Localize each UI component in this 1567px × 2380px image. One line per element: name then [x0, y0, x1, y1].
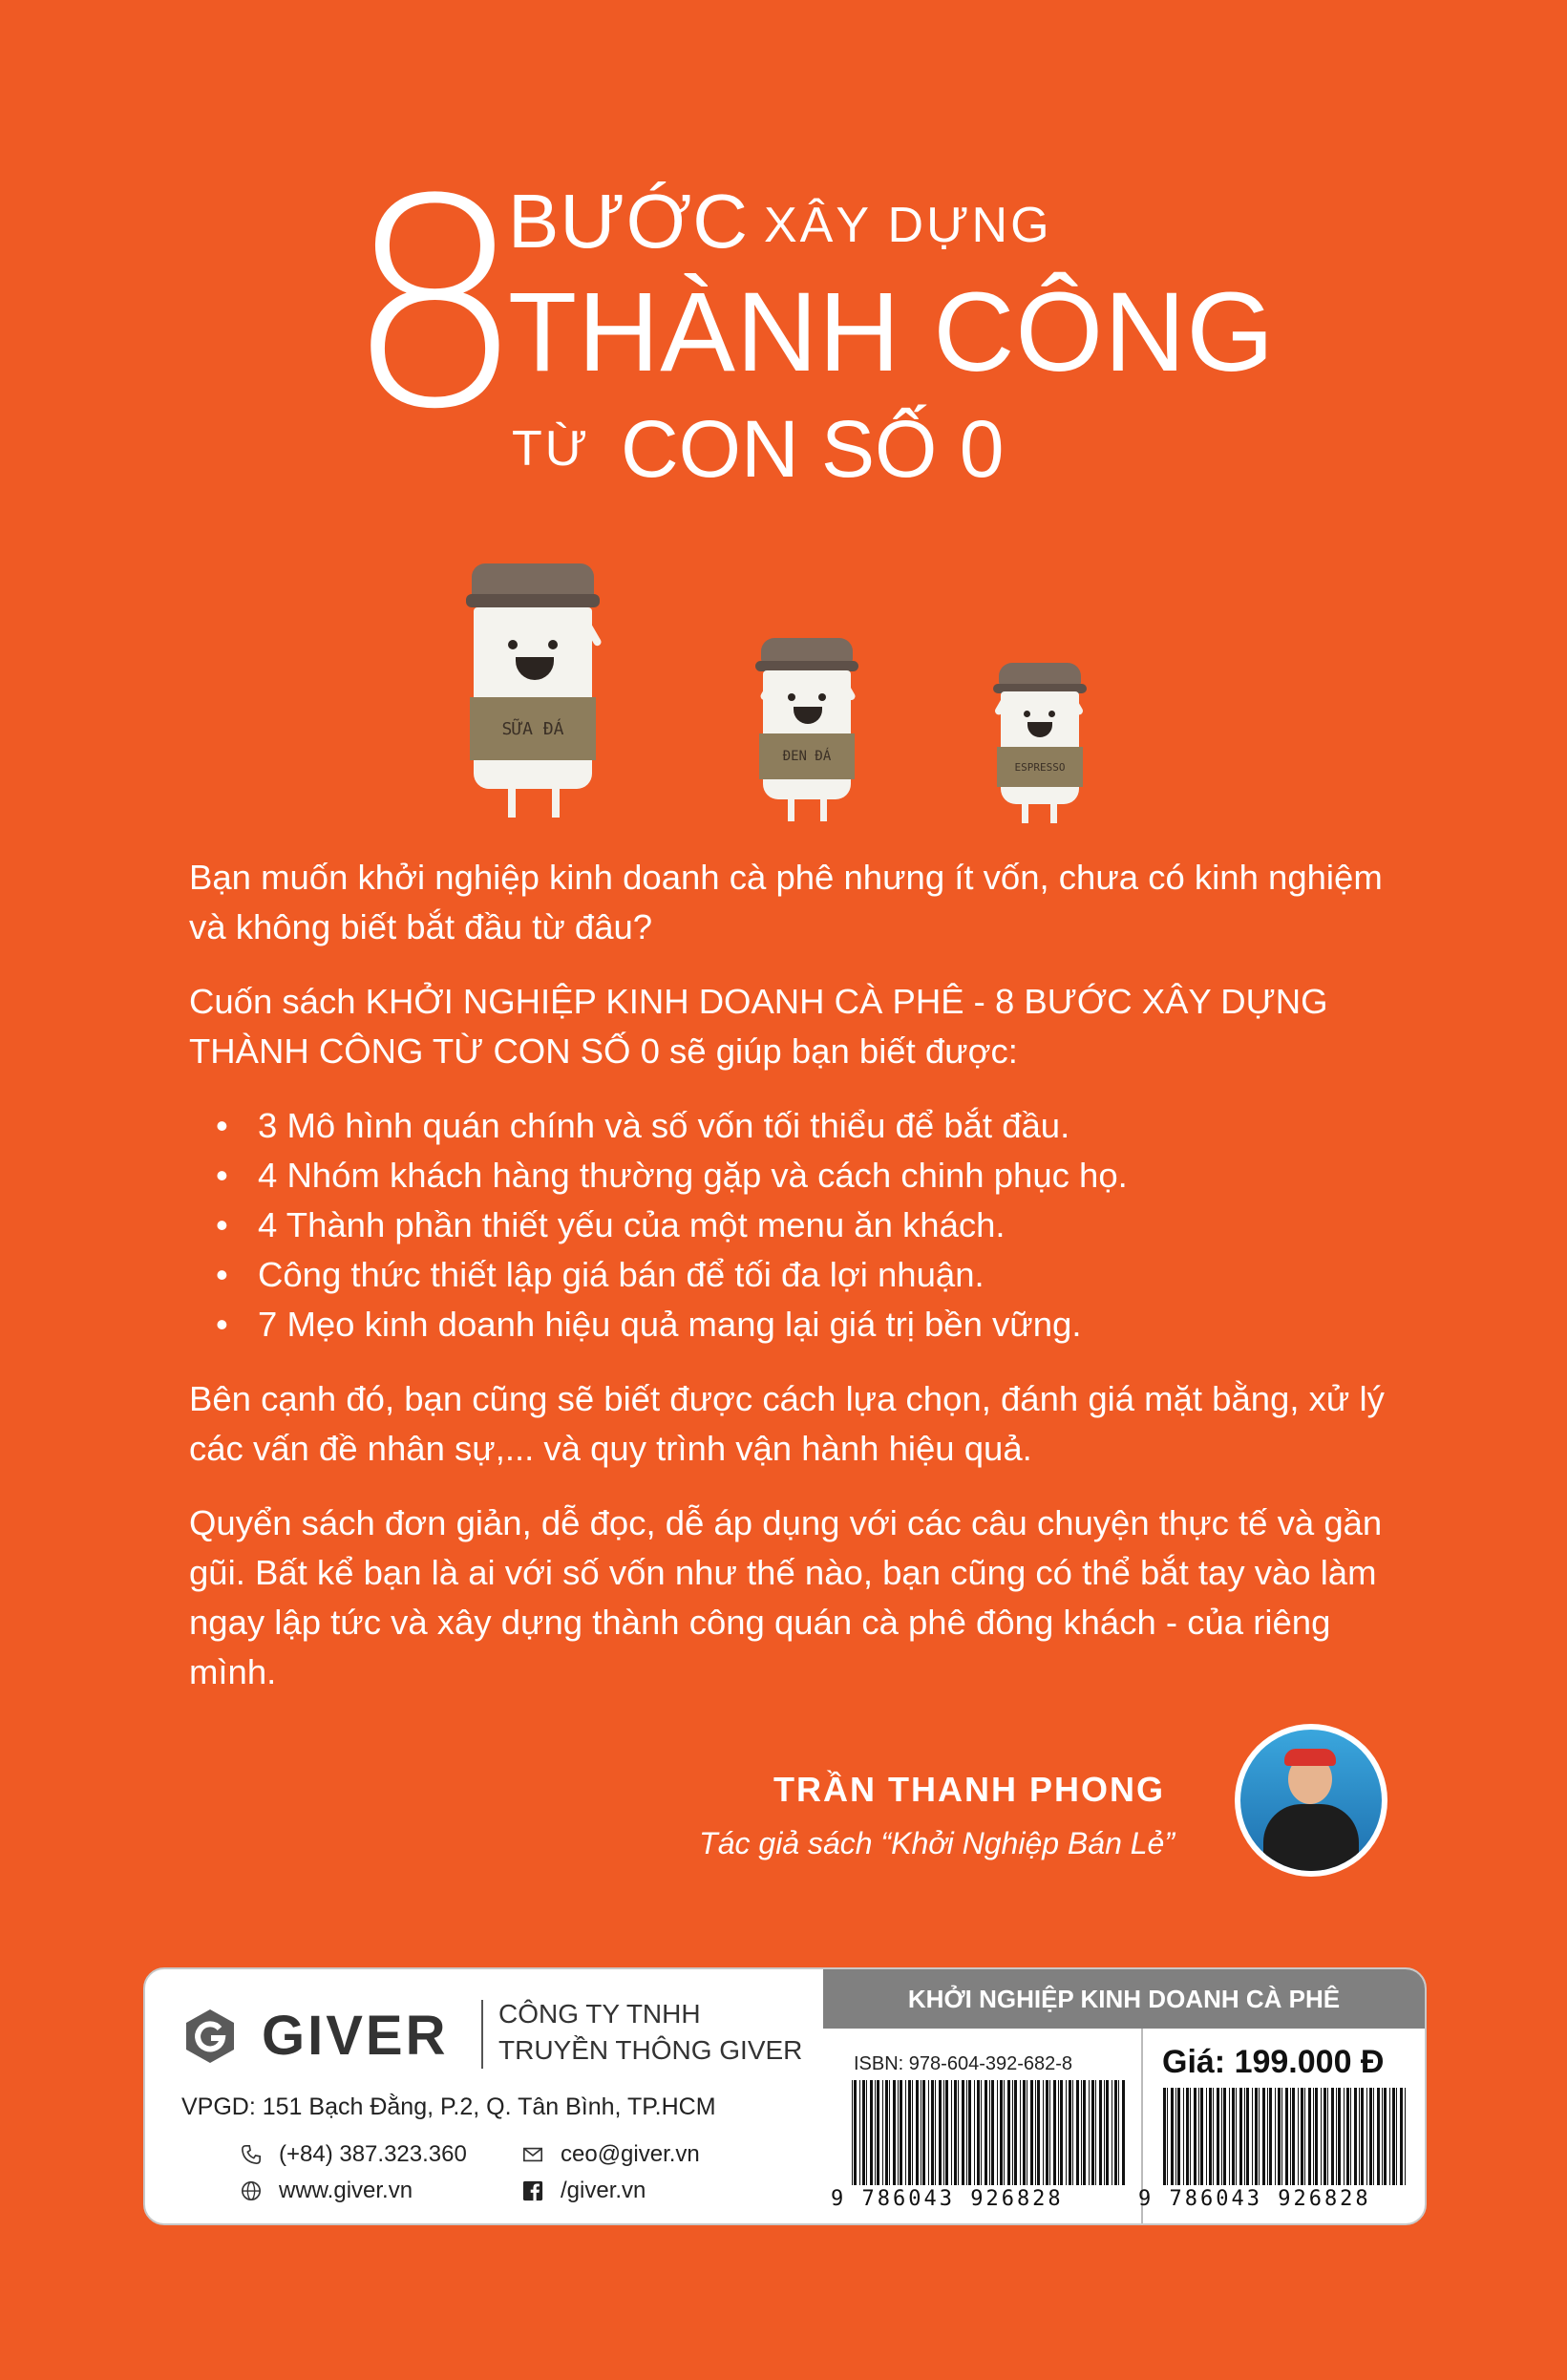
- cup-sleeve-label: ESPRESSO: [997, 747, 1083, 787]
- company-line-1: CÔNG TY TNHH: [498, 1999, 701, 2029]
- cup-large: [458, 563, 611, 831]
- publisher-address: VPGD: 151 Bạch Đằng, P.2, Q. Tân Bình, TP.HCM: [181, 2093, 716, 2120]
- title-word-con-so-0: CON SỐ 0: [621, 404, 1005, 494]
- facebook-contact: [522, 2178, 646, 2204]
- benefit-item: • 4 Nhóm khách hàng thường gặp và cách chinh phục họ.: [189, 1151, 1402, 1201]
- title-word-xay-dung: XÂY DỰNG: [764, 198, 1052, 253]
- product-info: [823, 1969, 1425, 2223]
- giver-logo-icon: [181, 2008, 239, 2065]
- cup-small: [987, 663, 1092, 831]
- book-title-block: [344, 138, 1299, 516]
- publisher-company: [498, 1996, 802, 2069]
- title-word-thanh-cong: THÀNH CÔNG: [508, 269, 1276, 395]
- phone-number: (+84) 387.323.360: [279, 2141, 467, 2167]
- price-text: Giá: 199.000 Đ: [1162, 2044, 1385, 2080]
- author-role: Tác giả sách “Khởi Nghiệp Bán Lẻ”: [699, 1826, 1175, 1860]
- facebook-icon: [522, 2180, 543, 2201]
- mail-icon: [522, 2144, 543, 2165]
- author-avatar: [1235, 1724, 1387, 1877]
- phone-icon: [241, 2144, 262, 2165]
- benefit-item: • 3 Mô hình quán chính và số vốn tối thiểu để bắt đầu.: [189, 1101, 1402, 1151]
- email-address: ceo@giver.vn: [561, 2141, 700, 2167]
- book-description: [189, 853, 1402, 1722]
- publisher-logo-text: GIVER: [262, 2005, 449, 2067]
- cup-sleeve-label: ĐEN ĐÁ: [759, 733, 855, 779]
- author-name: TRẦN THANH PHONG: [773, 1770, 1165, 1809]
- facebook-handle: /giver.vn: [561, 2178, 646, 2203]
- coffee-cups-illustration: [420, 544, 1165, 831]
- description-paragraph-4: Quyển sách đơn giản, dễ đọc, dễ áp dụng với các câu chuyện thực tế và gần gũi. Bất kể bạn là ai với số vốn như thế nào, bạn cũng có thể bắt tay vào làm ngay lập tức và xây dựng thành công quán cà phê đông khách - của riêng mình.: [189, 1503, 1383, 1691]
- website-url: www.giver.vn: [279, 2178, 413, 2203]
- product-book-title: KHỞI NGHIỆP KINH DOANH CÀ PHÊ: [823, 1969, 1425, 2029]
- description-paragraph-3: Bên cạnh đó, bạn cũng sẽ biết được cách lựa chọn, đánh giá mặt bằng, xử lý các vấn đề nhân sự,... và quy trình vận hành hiệu quả.: [189, 1379, 1385, 1468]
- company-line-2: TRUYỀN THÔNG GIVER: [498, 2035, 803, 2065]
- benefit-item: • 7 Mẹo kinh doanh hiệu quả mang lại giá trị bền vững.: [189, 1300, 1402, 1349]
- description-paragraph-2: Cuốn sách KHỞI NGHIỆP KINH DOANH CÀ PHÊ - 8 BƯỚC XÂY DỰNG THÀNH CÔNG TỪ CON SỐ 0 sẽ giúp bạn biết được:: [189, 982, 1328, 1071]
- website-contact: [241, 2178, 413, 2204]
- isbn-barcode: [852, 2080, 1129, 2185]
- publisher-panel: [143, 1967, 1427, 2225]
- barcode-number: 9 786043 926828: [831, 2187, 1064, 2211]
- isbn-text: ISBN: 978-604-392-682-8: [854, 2053, 1073, 2074]
- email-contact: [522, 2141, 700, 2168]
- title-number: 8: [344, 138, 526, 472]
- title-word-buoc: BƯỚC: [508, 179, 750, 264]
- globe-icon: [241, 2180, 262, 2201]
- cup-sleeve-label: SỮA ĐÁ: [470, 697, 596, 760]
- cup-medium: [750, 638, 864, 829]
- phone-contact: [241, 2141, 467, 2168]
- price-barcode: [1163, 2088, 1409, 2185]
- barcode-number: 9 786043 926828: [1138, 2187, 1371, 2211]
- benefits-list: [189, 1101, 1402, 1349]
- benefit-item: • Công thức thiết lập giá bán để tối đa lợi nhuận.: [189, 1250, 1402, 1300]
- logo-divider: [481, 2000, 483, 2069]
- benefit-item: • 4 Thành phần thiết yếu của một menu ăn khách.: [189, 1201, 1402, 1250]
- title-word-tu: TỪ: [512, 421, 591, 477]
- description-paragraph-1: Bạn muốn khởi nghiệp kinh doanh cà phê nhưng ít vốn, chưa có kinh nghiệm và không biết bắt đầu từ đâu?: [189, 858, 1383, 946]
